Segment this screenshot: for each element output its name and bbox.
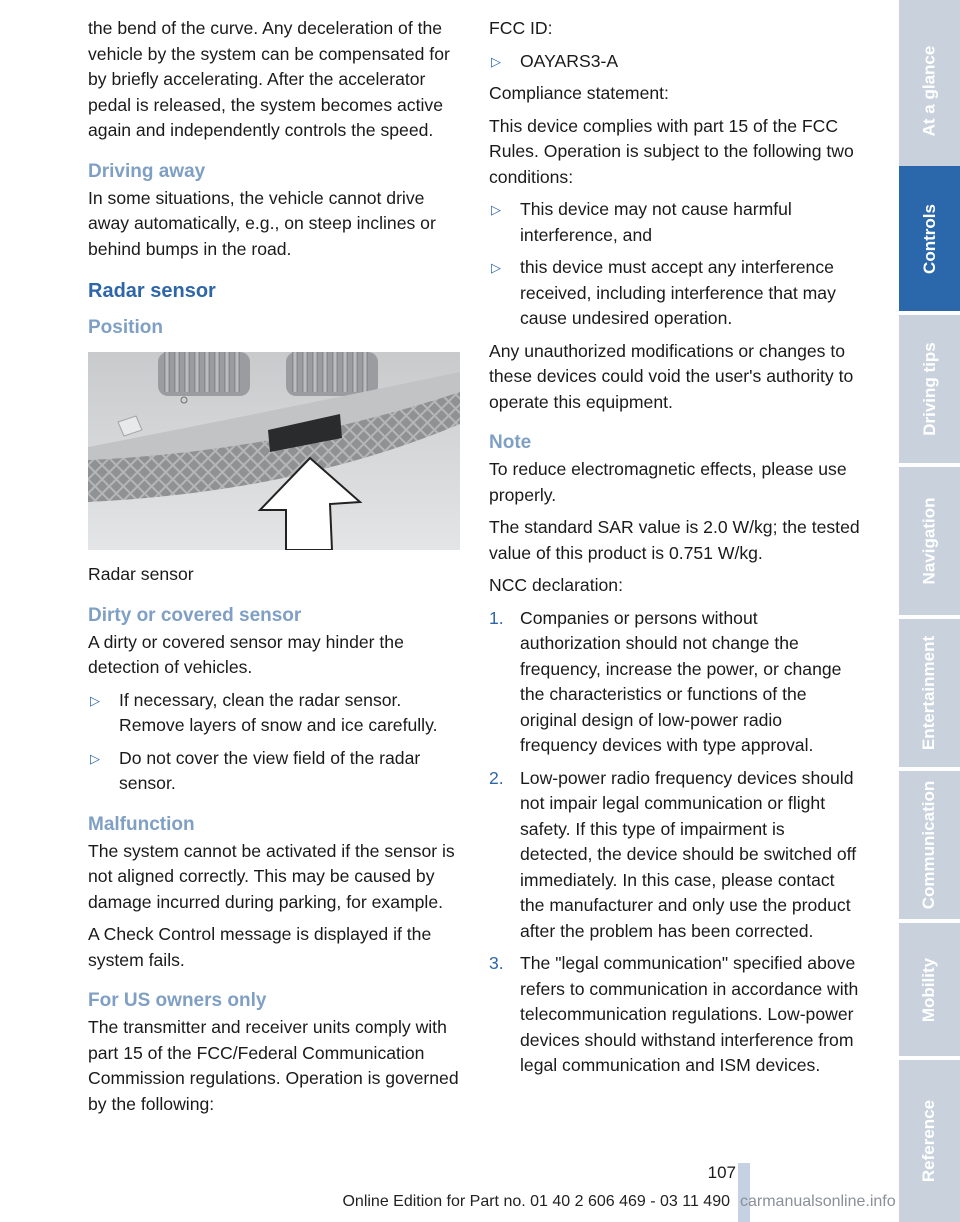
fcc-id-list: [489, 49, 861, 75]
list-item: [489, 951, 861, 1079]
page-number: 107: [707, 1163, 736, 1182]
list-item-text: If necessary, clean the radar sensor. Remove layers of snow and ice carefully.: [119, 689, 438, 735]
tab-at-a-glance[interactable]: [899, 0, 960, 182]
intro-paragraph: the bend of the curve. Any deceleration of the vehicle by the system can be compensated for by briefly accelerating. After the accelerator pedal is released, the system becomes active again and independently controls the speed.: [88, 18, 450, 140]
tab-entertainment[interactable]: [899, 619, 960, 767]
note-heading: Note: [489, 432, 532, 453]
bullet-triangle-icon: ▷: [90, 692, 100, 708]
dirty-sensor-bullets: [88, 688, 460, 797]
us-owners-text: The transmitter and receiver units comply with part 15 of the FCC/Federal Communication Commission regulations. Operation is governed by the following:: [88, 1017, 459, 1114]
tab-mobility[interactable]: [899, 923, 960, 1056]
bullet-triangle-icon: ▷: [491, 260, 501, 275]
fcc-id-label: FCC ID:: [489, 18, 553, 38]
us-owners-heading: For US owners only: [88, 990, 267, 1011]
radar-sensor-heading: Radar sensor: [88, 280, 216, 302]
modifications-text: Any unauthorized modifications or changes to these devices could void the user's authority to operate this equipment.: [489, 340, 854, 412]
tab-label: At a glance: [919, 45, 939, 137]
conditions-list: [489, 197, 861, 332]
radar-sensor-figure: [88, 352, 460, 550]
tab-driving-tips[interactable]: [899, 315, 960, 463]
list-item: [88, 746, 460, 797]
position-heading: Position: [88, 317, 163, 338]
tab-controls[interactable]: [899, 166, 960, 311]
list-item: [489, 606, 861, 759]
check-control-text: A Check Control message is displayed if the system fails.: [88, 924, 432, 970]
list-item-text: Do not cover the view field of the radar sensor.: [119, 747, 421, 793]
figure-caption: Radar sensor: [88, 564, 194, 584]
dirty-sensor-heading: Dirty or covered sensor: [88, 604, 302, 626]
list-item-text: The "legal communication" specified above refers to communication in accordance with telecommunication regulations. Low-power devices should withstand interference from legal communication and ISM devices.: [520, 953, 859, 1075]
tab-label: Reference: [919, 1099, 939, 1183]
tab-communication[interactable]: [899, 771, 960, 919]
sar-text: The standard SAR value is 2.0 W/kg; the tested value of this product is 0.751 W/kg.: [489, 517, 860, 563]
list-item-text: this device must accept any interference received, including interference that may cause undesired operation.: [520, 257, 836, 328]
item-number: 1.: [489, 607, 504, 628]
list-item: [489, 766, 861, 945]
radar-sensor-illustration: [88, 352, 460, 550]
fcc-id-value: OAYARS3-A: [520, 50, 619, 71]
tab-label: Driving tips: [919, 342, 939, 436]
footer-edition-text: Online Edition for Part no. 01 40 2 606 469 - 03 11 490: [342, 1193, 730, 1210]
ncc-label: NCC declaration:: [489, 575, 623, 595]
compliance-text: This device complies with part 15 of the FCC Rules. Operation is subject to the following two conditions:: [489, 115, 854, 187]
item-number: 2.: [489, 767, 504, 788]
item-number: 3.: [489, 953, 504, 973]
note-text: To reduce electromagnetic effects, please use properly.: [489, 459, 847, 505]
tab-label: Mobility: [919, 957, 939, 1022]
malfunction-text: The system cannot be activated if the sensor is not aligned correctly. This may be caused by damage incurred during parking, for example.: [88, 840, 455, 912]
ncc-list: [489, 606, 861, 1079]
list-item-text: Low-power radio frequency devices should not impair legal communication or flight safety. If this type of impairment is detected, the device should be switched off immediately. In this case, please contact the manufacturer and only use the product after the problem has been corrected.: [520, 767, 857, 941]
chapter-tabs: [899, 0, 960, 1222]
malfunction-heading: Malfunction: [88, 813, 195, 835]
list-item-text: Companies or persons without authorization should not change the frequency, increase the power, or change the characteristics or functions of the original design of low-power radio frequency devices with type approval.: [520, 607, 842, 755]
tab-label: Entertainment: [919, 635, 939, 751]
bullet-triangle-icon: ▷: [90, 750, 100, 766]
list-item-text: This device may not cause harmful interference, and: [520, 199, 792, 245]
driving-away-text: In some situations, the vehicle cannot drive away automatically, e.g., on steep inclines or behind bumps in the road.: [88, 187, 436, 259]
right-column: [489, 16, 861, 1086]
list-item: [489, 49, 861, 75]
dirty-sensor-text: A dirty or covered sensor may hinder the detection of vehicles.: [88, 631, 404, 677]
tab-label: Communication: [919, 780, 939, 910]
bullet-triangle-icon: ▷: [491, 53, 501, 69]
tab-reference[interactable]: [899, 1060, 960, 1222]
list-item: [88, 688, 460, 739]
compliance-label: Compliance statement:: [489, 83, 669, 103]
watermark: carmanualsonline.info: [740, 1193, 896, 1210]
tab-navigation[interactable]: [899, 467, 960, 615]
driving-away-heading: Driving away: [88, 160, 206, 182]
tab-label: Controls: [919, 203, 939, 274]
list-item: [489, 255, 861, 332]
bullet-triangle-icon: ▷: [491, 202, 501, 217]
tab-label: Navigation: [919, 497, 939, 585]
left-column: [88, 16, 460, 1124]
list-item: [489, 197, 861, 248]
